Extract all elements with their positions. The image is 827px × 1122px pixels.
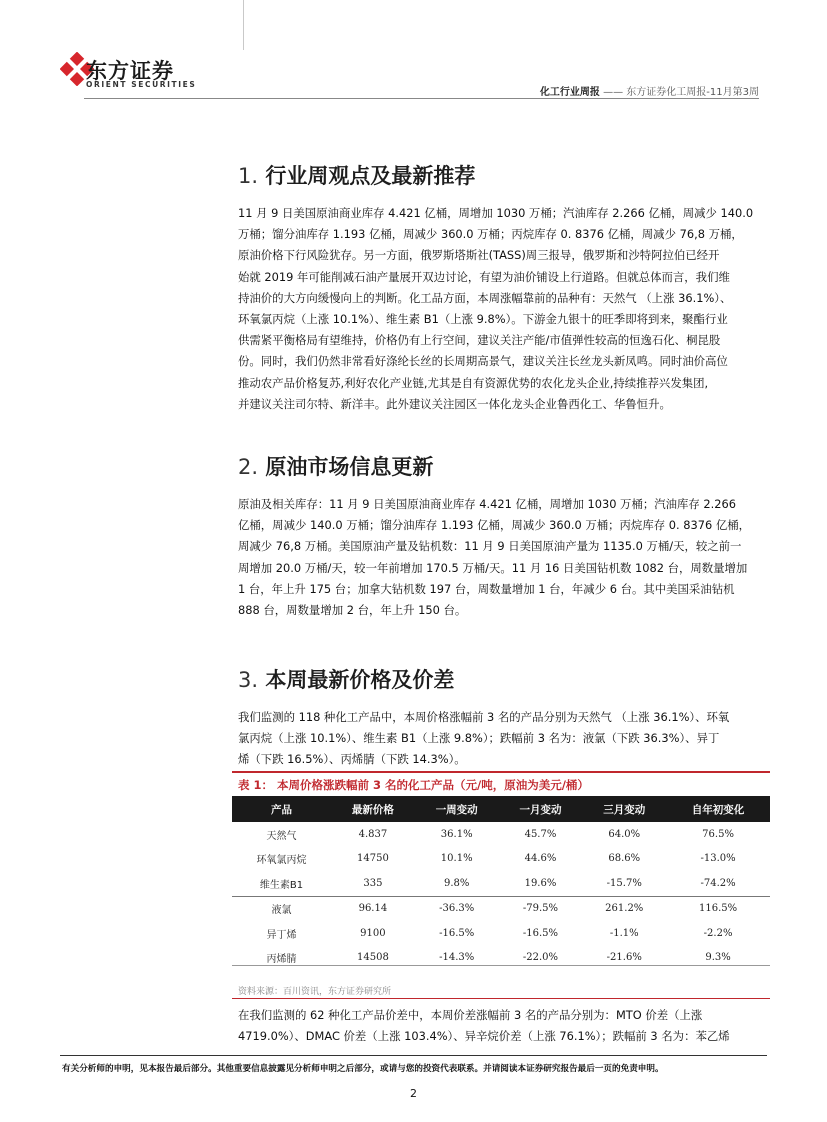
text-line: 888 台，周数量增加 2 台，年上升 150 台。 — [238, 603, 467, 618]
table-cell: 9.3% — [705, 952, 731, 964]
table-cell: -16.5% — [439, 927, 475, 939]
text-line: 在我们监测的 62 种化工产品价差中，本周价差涨幅前 3 名的产品分别为：MTO 价差（上涨 — [238, 1008, 703, 1022]
section-number: 3. — [238, 668, 259, 692]
header-rule — [84, 98, 759, 99]
table-cell: 9.8% — [443, 877, 470, 889]
table-cell: 261.2% — [582, 896, 666, 921]
table-cell: 丙烯腈 — [266, 954, 297, 966]
text-line: 万桶；馏分油库存 1.193 亿桶，周减少 360.0 万桶；丙烷库存 0. 8376 亿桶，周减少 76,8 万桶， — [238, 227, 743, 242]
table-bottom-rule — [232, 965, 770, 966]
text-line: 持油价的大方向缓慢向上的判断。化工品方面，本周涨幅靠前的品种有：天然气 （上涨 36.1%）、 — [238, 290, 732, 305]
table-cell: 14508 — [357, 952, 389, 964]
table-cell: 4.837 — [358, 828, 388, 840]
page-number: 2 — [410, 1087, 417, 1100]
text-line: 我们监测的 118 种化工产品中，本周价格涨幅前 3 名的产品分别为天然气 （上涨 36.1%）、环氧 — [238, 710, 730, 724]
table-row — [232, 822, 770, 847]
report-subtitle: 东方证券化工周报-11月第3周 — [626, 87, 759, 98]
section-1-heading — [238, 160, 475, 190]
section-title: 原油市场信息更新 — [265, 455, 434, 479]
table-cell: 异丁烯 — [266, 929, 297, 941]
footer-rule — [60, 1055, 767, 1056]
section-3-heading — [238, 664, 454, 694]
price-change-table — [232, 796, 770, 970]
table-cell: 维生素B1 — [259, 879, 304, 891]
text-line: 亿桶，周减少 140.0 万桶；馏分油库存 1.193 亿桶，周减少 360.0 万桶；丙烷库存 0. 8376 亿桶， — [238, 518, 750, 533]
table-cell: 116.5% — [666, 896, 770, 921]
table-row — [232, 896, 770, 921]
table-cell: 68.6% — [608, 853, 641, 865]
table-top-rule — [232, 771, 770, 773]
table-cell: -2.2% — [703, 927, 733, 939]
text-line: 原油及相关库存：11 月 9 日美国原油商业库存 4.421 亿桶，周增加 1030 万桶；汽油库存 2.266 — [238, 497, 737, 511]
text-line: 氯丙烷（上涨 10.1%）、维生素 B1（上涨 9.8%）；跌幅前 3 名为：液氯（下跌 36.3%）、异丁 — [238, 731, 720, 746]
table-cell: -1.1% — [609, 927, 639, 939]
table-cell: -13.0% — [700, 853, 736, 865]
column-header: 一周变动 — [415, 796, 499, 822]
text-line: 并建议关注司尔特、新洋丰。此外建议关注园区一体化龙头企业鲁西化工、华鲁恒升。 — [238, 396, 671, 411]
table-cell: -79.5% — [499, 896, 583, 921]
table-cell: 环氧氯丙烷 — [256, 855, 307, 867]
table-cell: 76.5% — [702, 828, 734, 840]
table-cell: -36.3% — [415, 896, 499, 921]
table-cell: -14.3% — [439, 952, 475, 964]
text-line: 原油价格下行风险犹存。另一方面，俄罗斯塔斯社(TASS)周三报导，俄罗斯和沙特阿拉伯已经开 — [238, 248, 720, 263]
section-2-heading — [238, 451, 433, 481]
text-line: 推动农产品价格复苏,利好农化产业链,尤其是自有资源优势的农化龙头企业,持续推荐兴发集团, — [238, 375, 709, 390]
text-line: 份。同时，我们仍然非常看好涤纶长丝的长周期高景气，建议关注长丝龙头新凤鸣。同时油价高位 — [238, 354, 728, 369]
table-row — [232, 847, 770, 872]
section-number: 2. — [238, 455, 259, 479]
table-cell: 335 — [363, 877, 383, 889]
table-cell: 天然气 — [266, 830, 297, 842]
text-line: 烯（下跌 16.5%）、丙烯腈（下跌 14.3%）。 — [238, 752, 466, 767]
top-vertical-rule — [243, 0, 244, 50]
report-header — [540, 83, 759, 98]
text-line: 供需紧平衡格局有望维持，价格仍有上行空间，建议关注产能/市值弹性较高的恒逸石化、桐昆股 — [238, 333, 721, 348]
table-source: 资料来源：百川资讯，东方证券研究所 — [238, 987, 392, 997]
text-line: 11 月 9 日美国原油商业库存 4.421 亿桶，周增加 1030 万桶；汽油库存 2.266 亿桶，周减少 140.0 — [238, 206, 754, 220]
table-cell: 液氯 — [232, 896, 331, 921]
column-header: 一月变动 — [499, 796, 583, 822]
column-header: 最新价格 — [331, 796, 415, 822]
table-cell: -74.2% — [700, 877, 736, 889]
brand-name-cn: 东方证券 — [86, 59, 174, 83]
table-cell: -21.6% — [606, 952, 642, 964]
text-line: 4719.0%）、DMAC 价差（上涨 103.4%）、异辛烷价差（上涨 76.1%）；跌幅前 3 名为：苯乙烯 — [238, 1029, 730, 1044]
table-row — [232, 921, 770, 946]
table-cell: 96.14 — [331, 896, 415, 921]
footer-disclaimer: 有关分析师的申明，见本报告最后部分。其他重要信息披露见分析师申明之后部分，或请与您的投资代表联系。并请阅读本证券研究报告最后一页的免责申明。 — [62, 1064, 664, 1074]
text-line: 始就 2019 年可能削减石油产量展开双边讨论，有望为油价铺设上行道路。但就总体而言，我们维 — [238, 269, 730, 284]
table-cell: 64.0% — [608, 828, 641, 840]
table-row — [232, 946, 770, 971]
table-row — [232, 871, 770, 896]
source-rule — [232, 998, 770, 999]
table-cell: -22.0% — [522, 952, 559, 964]
text-line: 1 台，年上升 175 台；加拿大钻机数 197 台，周数量增加 1 台，年减少 6 台。其中美国采油钻机 — [238, 581, 735, 596]
table-header-row — [232, 796, 770, 822]
header-dash: —— — [603, 87, 624, 98]
column-header: 三月变动 — [582, 796, 666, 822]
section-title: 本周最新价格及价差 — [265, 668, 455, 692]
column-header: 自年初变化 — [666, 796, 770, 822]
table-cell: -16.5% — [522, 927, 559, 939]
text-line: 周减少 76,8 万桶。美国原油产量及钻机数：11 月 9 日美国原油产量为 1135.0 万桶/天，较之前一 — [238, 539, 742, 554]
table-caption: 表 1： 本周价格涨跌幅前 3 名的化工产品（元/吨，原油为美元/桶） — [238, 778, 589, 792]
section-title: 行业周观点及最新推荐 — [265, 164, 476, 188]
brand-name-en: ORIENT SECURITIES — [86, 80, 197, 89]
text-line: 周增加 20.0 万桶/天，较一年前增加 170.5 万桶/天。11 月 16 日美国钻机数 1082 台，周数量增加 — [238, 560, 748, 575]
spread-paragraph — [238, 1005, 770, 1047]
table-cell: 19.6% — [524, 877, 557, 889]
table-cell: 36.1% — [440, 828, 473, 840]
table-cell: 10.1% — [440, 853, 473, 865]
section-3-body — [238, 707, 770, 771]
table-cell: 9100 — [360, 927, 386, 939]
table-cell: 45.7% — [524, 828, 557, 840]
report-category: 化工行业周报 — [539, 87, 600, 98]
section-1-body — [238, 203, 770, 415]
column-header: 产品 — [232, 796, 331, 822]
text-line: 环氧氯丙烷（上涨 10.1%）、维生素 B1（上涨 9.8%）。下游金九银十的旺季即将到来，聚酯行业 — [238, 312, 728, 327]
section-2-body — [238, 494, 770, 621]
section-number: 1. — [238, 164, 259, 188]
table-cell: 14750 — [357, 853, 389, 865]
table-cell: -15.7% — [606, 877, 642, 889]
table-cell: 44.6% — [524, 853, 557, 865]
